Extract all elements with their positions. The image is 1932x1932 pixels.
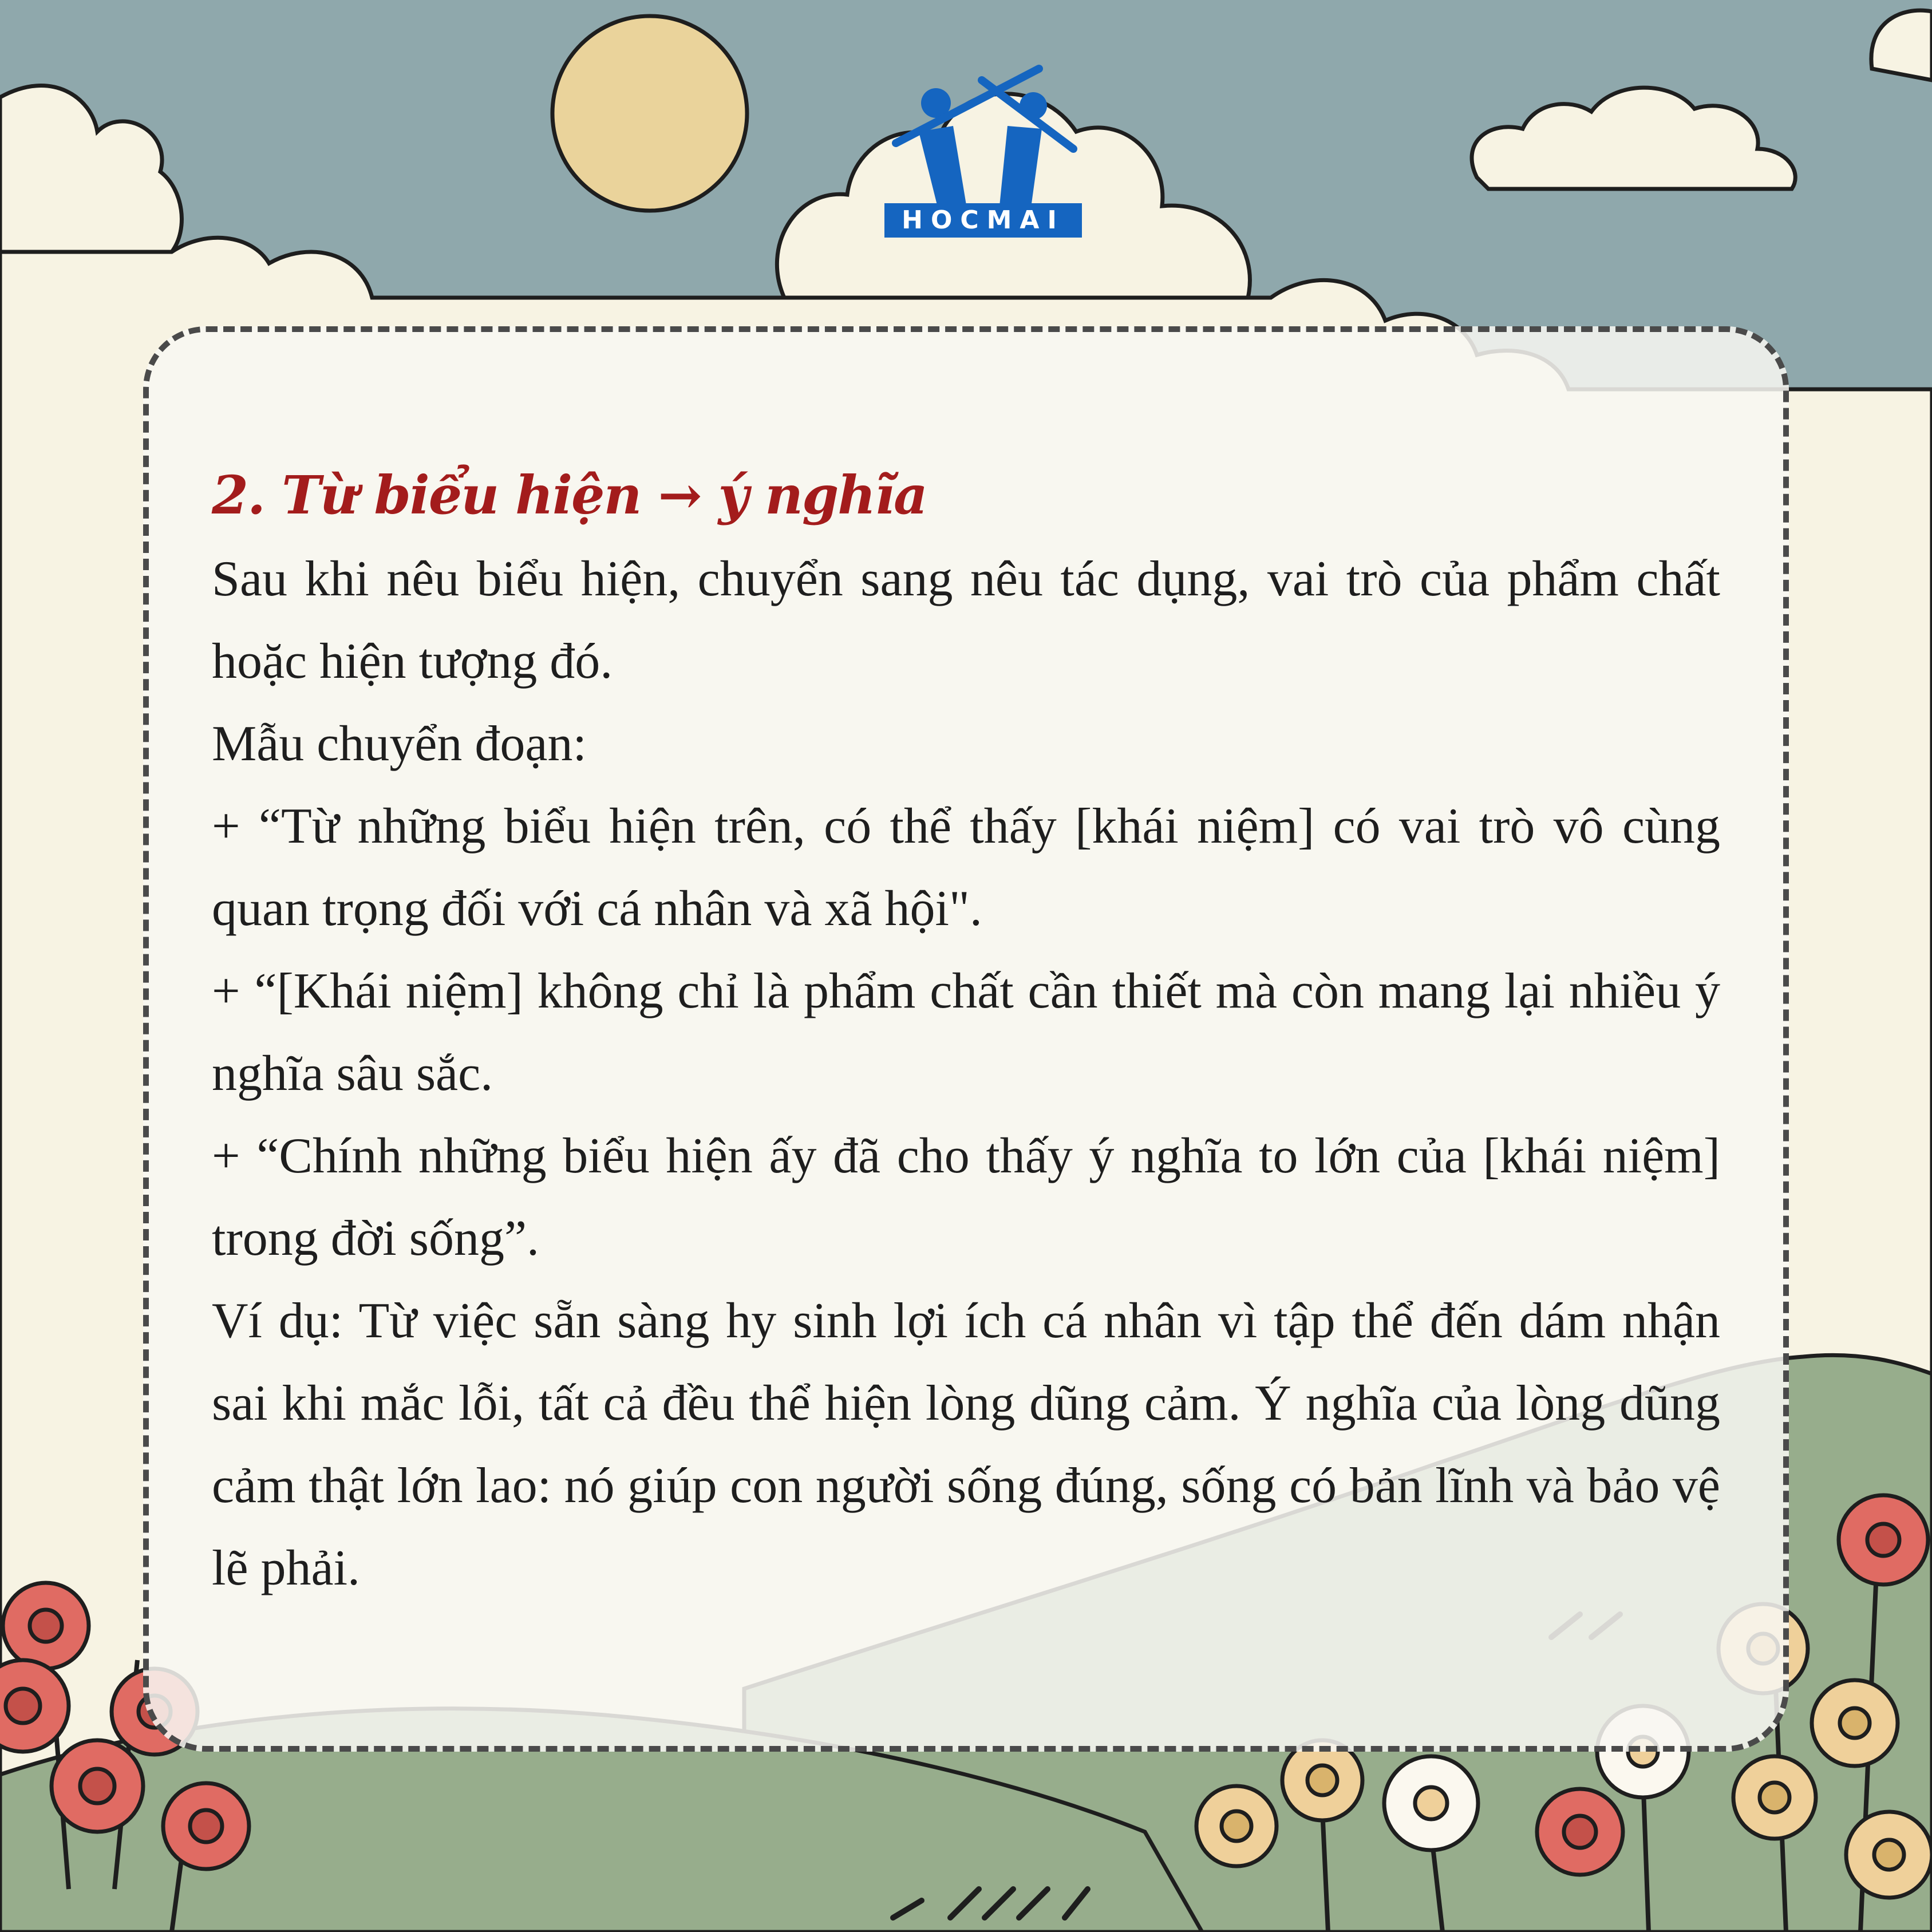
sun-icon: [552, 16, 747, 211]
paragraph-template-1: + “Từ những biểu hiện trên, có thể thấy [khái niệm] có vai trò vô cùng quan trọng đối với cá nhân và xã hội".: [212, 799, 1720, 937]
paragraph-example: Ví dụ: Từ việc sẵn sàng hy sinh lợi ích cá nhân vì tập thể đến dám nhận sai khi mắc lỗi, tất cả đều thể hiện lòng dũng cảm. Ý nghĩa của lòng dũng cảm thật lớn lao: nó giúp con người sống đúng, sống có bản lĩnh và bảo vệ lẽ phải.: [212, 1293, 1720, 1596]
paragraph-template-2: + “[Khái niệm] không chỉ là phẩm chất cần thiết mà còn mang lại nhiều ý nghĩa sâu sắc.: [212, 963, 1720, 1101]
paragraph-intro: Sau khi nêu biểu hiện, chuyển sang nêu tác dụng, vai trò của phẩm chất hoặc hiện tượng đó.: [212, 551, 1720, 689]
paragraph-template-label: Mẫu chuyển đoạn:: [212, 716, 587, 772]
card-content: [212, 458, 1720, 1610]
section-heading: 2. Từ biểu hiện → ý nghĩa: [212, 464, 927, 526]
paragraph-template-3: + “Chính những biểu hiện ấy đã cho thấy ý nghĩa to lớn của [khái niệm] trong đời sống”.: [212, 1128, 1720, 1266]
logo-wordmark: HOCMAI: [884, 203, 1082, 238]
